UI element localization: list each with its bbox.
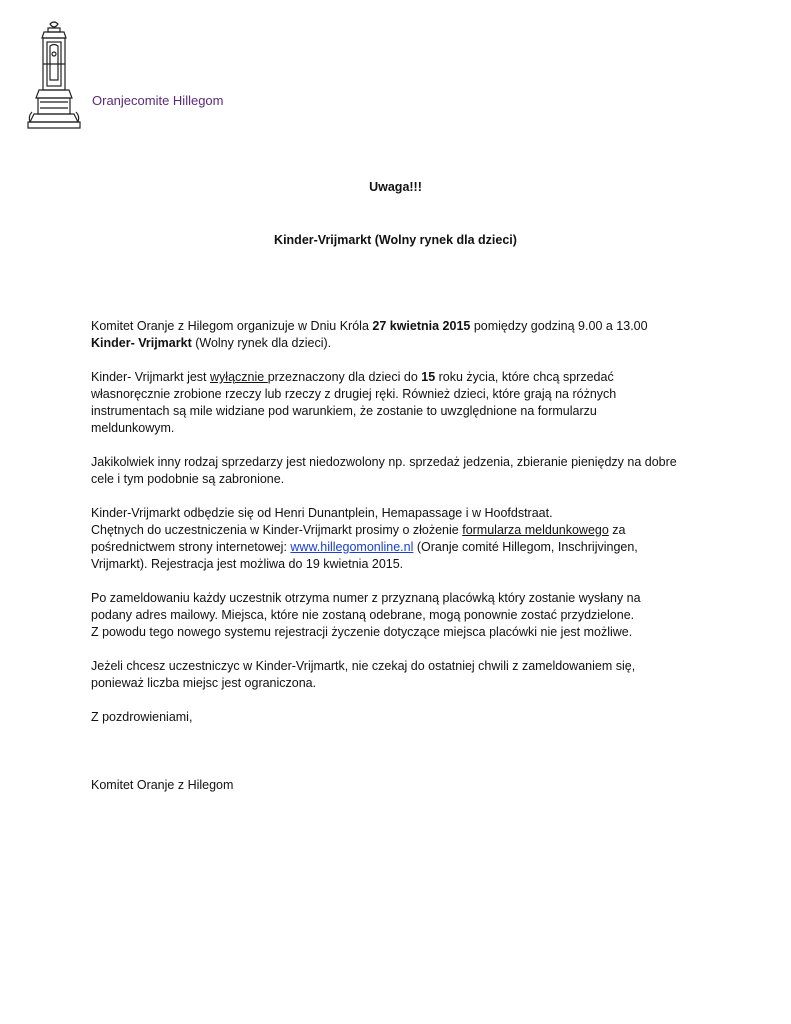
text: Po zameldowaniu każdy uczestnik otrzyma numer z przyznaną placówką który zostanie wysłany na [91, 591, 641, 605]
text: Jeżeli chcesz uczestniczyc w Kinder-Vrijmartk, nie czekaj do ostatniej chwili z zameldowaniem się, [91, 659, 636, 673]
signature: Komitet Oranje z Hilegom [91, 778, 234, 792]
text: Komitet Oranje z Hilegom organizuje w Dniu Króla [91, 319, 373, 333]
form-text-underlined: formularza meldunkowego [462, 523, 609, 537]
alert-heading: Uwaga!!! [369, 180, 422, 194]
text: (Wolny rynek dla dzieci). [191, 336, 332, 350]
text: podany adres mailowy. Miejsca, które nie zostaną odebrane, mogą ponownie zostać przydzielone. [91, 608, 635, 622]
organization-name: Oranjecomite Hillegom [92, 93, 224, 108]
text: własnoręcznie zrobione rzeczy lub rzeczy z drugiej ręki. Również dzieci, które grają na różnych [91, 387, 617, 401]
text: Vrijmarkt). Rejestracja jest możliwa do 19 kwietnia 2015. [91, 557, 404, 571]
text: instrumentach są mile widziane pod warunkiem, że zostanie to uwzględnione na formularzu [91, 404, 597, 418]
text: roku życia, które chcą sprzedać [435, 370, 614, 384]
text: meldunkowym. [91, 421, 175, 435]
text: ponieważ liczba miejsc jest ograniczona. [91, 676, 317, 690]
event-name: Kinder- Vrijmarkt [91, 336, 192, 350]
paragraph-registration [91, 505, 711, 573]
monument-logo-icon [24, 20, 84, 132]
text: cele i tym podobnie są zabronione. [91, 472, 285, 486]
event-title: Kinder-Vrijmarkt (Wolny rynek dla dzieci) [274, 233, 517, 247]
letter-body [91, 318, 711, 811]
age-limit: 15 [421, 370, 436, 384]
paragraph-eligibility [91, 369, 711, 437]
text: pośrednictwem strony internetowej: [91, 540, 291, 554]
greeting: Z pozdrowieniami, [91, 710, 193, 724]
text: (Oranje comité Hillegom, Inschrijvingen, [413, 540, 638, 554]
text: Chętnych do uczestniczenia w Kinder-Vrijmarkt prosimy o złożenie [91, 523, 463, 537]
paragraph-reminder [91, 658, 711, 692]
underlined-text: wyłącznie [210, 370, 268, 384]
text: pomiędzy godziną 9.00 a 13.00 [470, 319, 648, 333]
paragraph-assignment [91, 590, 711, 641]
paragraph-restrictions [91, 454, 711, 488]
website-link[interactable]: www.hillegomonline.nl [290, 540, 414, 554]
text: Z powodu tego nowego systemu rejestracji życzenie dotyczące miejsca placówki nie jest możliwe. [91, 625, 633, 639]
text: Jakikolwiek inny rodzaj sprzedarzy jest niedozwolony np. sprzedaż jedzenia, zbieranie pieniędzy na dobre [91, 455, 677, 469]
paragraph-intro [91, 318, 711, 352]
text: Kinder-Vrijmarkt odbędzie się od Henri Dunantplein, Hemapassage i w Hoofdstraat. [91, 506, 553, 520]
text: Kinder- Vrijmarkt jest [91, 370, 211, 384]
text: przeznaczony dla dzieci do [267, 370, 422, 384]
event-date: 27 kwietnia 2015 [372, 319, 471, 333]
text: za [608, 523, 626, 537]
